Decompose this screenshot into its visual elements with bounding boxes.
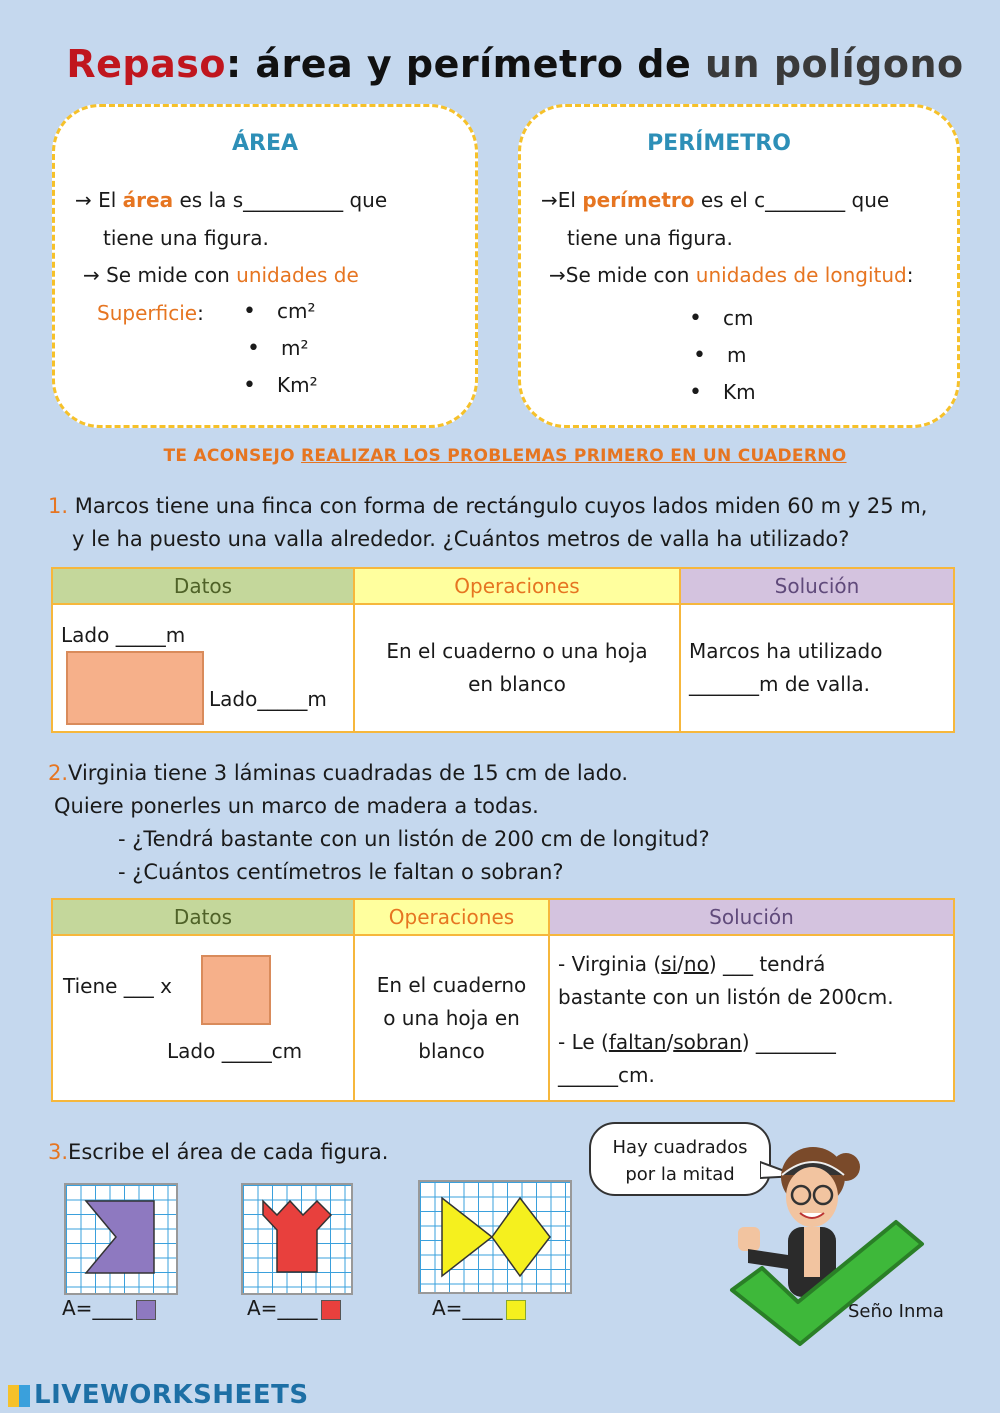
rectangle-figure — [66, 651, 204, 725]
square-figure — [201, 955, 271, 1025]
header-datos: Datos — [52, 568, 354, 604]
advice-note: TE ACONSEJO REALIZAR LOS PROBLEMAS PRIMERO EN UN CUADERNO — [163, 446, 847, 466]
perimeter-line-3: →Se mide con unidades de longitud: — [549, 263, 914, 287]
yellow-square-icon — [506, 1300, 526, 1320]
area-line-4: Superficie: — [97, 301, 204, 325]
answer-meters-field[interactable]: _______m de valla. — [689, 672, 871, 696]
figure-3-shape — [420, 1182, 570, 1292]
logo-icon — [8, 1385, 30, 1407]
area-units-list — [243, 293, 318, 404]
purple-square-icon — [136, 1300, 156, 1320]
area-line-3: → Se mide con unidades de — [83, 263, 359, 287]
problem-1-number: 1. — [48, 494, 69, 518]
area-unit-item: • m² — [243, 330, 318, 367]
problem-3-number: 3. — [48, 1140, 69, 1164]
perimeter-line-1: →El perímetro es el c________ que — [541, 188, 890, 212]
signature: Seño Inma — [848, 1301, 944, 1322]
perimeter-units-list — [689, 300, 756, 411]
header-solucion: Solución — [549, 899, 954, 935]
check-mark-icon — [726, 1210, 926, 1350]
problem-3-statement: 3.Escribe el área de cada figura. — [48, 1140, 389, 1164]
title-part-end: un polígono — [691, 42, 964, 86]
figure-1-grid — [64, 1183, 178, 1295]
perimeter-unit-item: • m — [689, 337, 756, 374]
area-keyword: área — [122, 188, 174, 212]
answer-cm-field[interactable]: ______cm. — [558, 1063, 655, 1087]
perimeter-keyword: perímetro — [582, 188, 695, 212]
figure-3-grid — [418, 1180, 572, 1294]
title-part-main: : área y perímetro de — [225, 42, 692, 86]
side-length-field[interactable]: Lado _____m — [61, 623, 186, 647]
perimeter-unit-item: • cm — [689, 300, 756, 337]
liveworksheets-logo: LIVEWORKSHEETS — [8, 1380, 309, 1410]
side-field[interactable]: Lado _____cm — [167, 1039, 303, 1063]
problem-2-table — [51, 898, 955, 1102]
figure-3-answer[interactable]: A=____ — [432, 1296, 526, 1320]
area-unit-item: • Km² — [243, 367, 318, 404]
option-sobran[interactable]: sobran — [673, 1030, 742, 1054]
header-datos: Datos — [52, 899, 354, 935]
figure-2-grid — [241, 1183, 353, 1295]
header-operaciones: Operaciones — [354, 568, 680, 604]
problem-2-number: 2. — [48, 761, 69, 785]
problem-2-operaciones: En el cuaderno o una hoja en blanco — [354, 935, 549, 1101]
option-si[interactable]: si — [661, 952, 678, 976]
problem-2-solucion: - Virginia (si/no) ___ tendrá bastante con un listón de 200cm. - Le (faltan/sobran) ________ ______cm. — [549, 935, 954, 1101]
option-no[interactable]: no — [683, 952, 709, 976]
header-solucion: Solución — [680, 568, 954, 604]
red-square-icon — [321, 1300, 341, 1320]
problem-1-operaciones: En el cuaderno o una hoja en blanco — [354, 604, 680, 732]
problem-2-datos-cell — [52, 935, 354, 1101]
problem-2-statement: 2.Virginia tiene 3 láminas cuadradas de 15 cm de lado. Quiere ponerles un marco de madera a todas. - ¿Tendrá bastante con un listón de 200 cm de longitud? - ¿Cuántos centímetros le faltan o sobran? — [48, 761, 710, 884]
count-field[interactable]: Tiene ___ x — [63, 974, 172, 998]
perimeter-unit-item: • Km — [689, 374, 756, 411]
problem-1-statement: 1. Marcos tiene una finca con forma de rectángulo cuyos lados miden 60 m y 25 m, y le ha puesto una valla alrededor. ¿Cuántos metros de valla ha utilizado? — [48, 494, 928, 551]
area-unit-item: • cm² — [243, 293, 318, 330]
header-operaciones: Operaciones — [354, 899, 549, 935]
perimeter-line-2: tiene una figura. — [567, 226, 733, 250]
perimeter-definition-box — [518, 104, 960, 428]
problem-1-datos-cell — [52, 604, 354, 732]
area-definition-box — [52, 104, 478, 428]
side-width-field[interactable]: Lado_____m — [209, 687, 327, 711]
title-part-repaso: Repaso — [66, 42, 226, 86]
perimeter-box-title: PERÍMETRO — [647, 131, 791, 156]
figure-1-answer[interactable]: A=____ — [62, 1296, 156, 1320]
figure-2-shape — [243, 1185, 351, 1293]
figure-2-answer[interactable]: A=____ — [247, 1296, 341, 1320]
area-box-title: ÁREA — [231, 131, 299, 156]
problem-1-solucion: Marcos ha utilizado _______m de valla. — [680, 604, 954, 732]
area-line-2: tiene una figura. — [103, 226, 269, 250]
figure-1-shape — [66, 1185, 176, 1293]
page-title — [0, 42, 1000, 86]
speech-bubble: Hay cuadrados por la mitad — [589, 1122, 771, 1196]
problem-1-table — [51, 567, 955, 733]
area-line-1: → El área es la s__________ que — [75, 188, 388, 212]
option-faltan[interactable]: faltan — [608, 1030, 667, 1054]
